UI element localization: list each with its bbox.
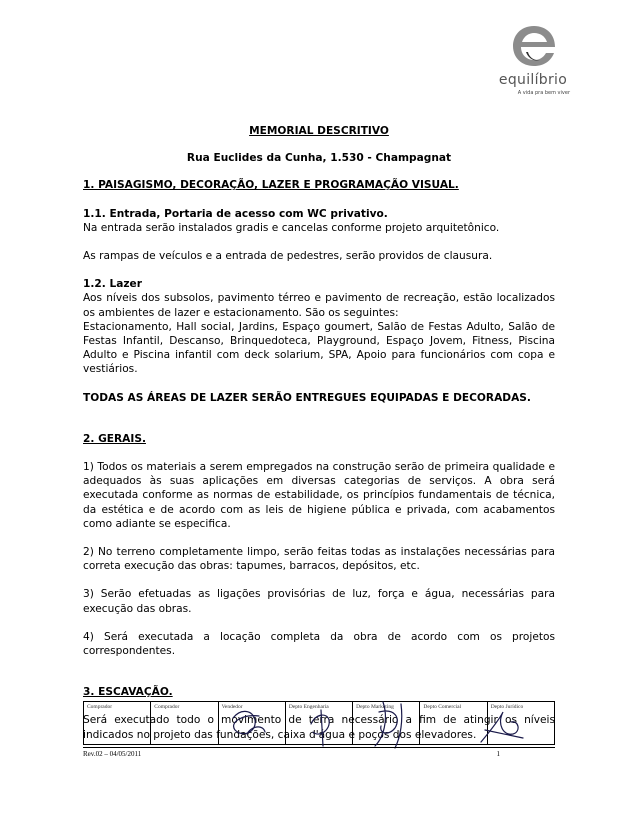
page-footer xyxy=(83,747,555,761)
signature-table xyxy=(83,701,555,745)
signature-cell-commercial: Depto Comercial xyxy=(420,702,487,744)
signature-cell-engineering: Depto Engenharia xyxy=(286,702,353,744)
section-1-1-paragraph-2: As rampas de veículos e a entrada de pedestres, serão providos de clausura. xyxy=(83,250,493,263)
revision-label: Rev.02 – 04/05/2011 xyxy=(83,750,142,758)
section-3-heading: 3. ESCAVAÇÃO. xyxy=(83,686,173,699)
section-1-note: TODAS AS ÁREAS DE LAZER SERÃO ENTREGUES EQUIPADAS E DECORADAS. xyxy=(83,391,531,404)
section-2-heading: 2. GERAIS. xyxy=(83,432,146,445)
page-number: 1 xyxy=(496,750,500,758)
document-title: MEMORIAL DESCRITIVO xyxy=(249,125,389,137)
section-2-paragraph-2: 2) No terreno completamente limpo, serão feitas todas as instalações necessárias para correta execução das obras: tapumes, barracos, depósitos, etc. xyxy=(83,546,555,573)
signature-cell-buyer-1: Comprador xyxy=(84,702,151,744)
section-3-paragraph-1: Será executado todo o movimento de terra necessário a fim de atingir os níveis indicados no projeto das fundações, caixa d'água e poços dos elevadores. xyxy=(83,714,555,741)
company-logo xyxy=(498,22,578,102)
signature-cell-marketing: Depto Marketing xyxy=(353,702,420,744)
section-1-1-paragraph-1: Na entrada serão instalados gradis e cancelas conforme projeto arquitetônico. xyxy=(83,221,500,234)
section-2-paragraph-1: 1) Todos os materiais a serem empregados na construção serão de primeira qualidade e adequados às suas aplicações em diversas categorias de serviços. A obra será executada conforme as normas de estabilidade, os princípios fundamentais de técnica, da estética e de acordo com as leis de higiene pública e privada, com acabamentos como adiante se especifica. xyxy=(83,461,555,530)
signature-cell-buyer-2: Comprador xyxy=(151,702,218,744)
section-1-2-paragraph-2: Estacionamento, Hall social, Jardins, Espaço goumert, Salão de Festas Adulto, Salão de Festas Infantil, Descanso, Brinquedoteca, Playground, Espaço Jovem, Fitness, Piscina Adulto e Piscina infantil com deck solarium, SPA, Apoio para funcionários com copa e vestiários. xyxy=(83,320,555,376)
section-1-2-heading: 1.2. Lazer xyxy=(83,278,142,291)
logo-tagline: A vida pra bem viver xyxy=(517,90,570,96)
section-1-1-heading: 1.1. Entrada, Portaria de acesso com WC privativo. xyxy=(83,207,388,220)
section-2-paragraph-4: 4) Será executada a locação completa da obra de acordo com os projetos correspondentes. xyxy=(83,630,555,658)
document-body xyxy=(83,124,555,742)
signature-cell-seller: Vendedor xyxy=(219,702,286,744)
document-address: Rua Euclides da Cunha, 1.530 - Champagnat xyxy=(186,152,452,165)
section-1-heading: 1. PAISAGISMO, DECORAÇÃO, LAZER E PROGRAMAÇÃO VISUAL. xyxy=(83,179,459,192)
section-2-paragraph-3: 3) Serão efetuadas as ligações provisórias de luz, força e água, necessárias para execução das obras. xyxy=(83,588,555,615)
logo-wordmark: equilíbrio xyxy=(498,72,568,88)
logo-mark xyxy=(504,22,564,72)
signature-cell-legal: Depto Jurídico xyxy=(490,704,524,710)
section-1-2-paragraph-1: Aos níveis dos subsolos, pavimento térreo e pavimento de recreação, estão localizados os ambientes de lazer e estacionamento. São os seguintes: xyxy=(83,292,555,319)
